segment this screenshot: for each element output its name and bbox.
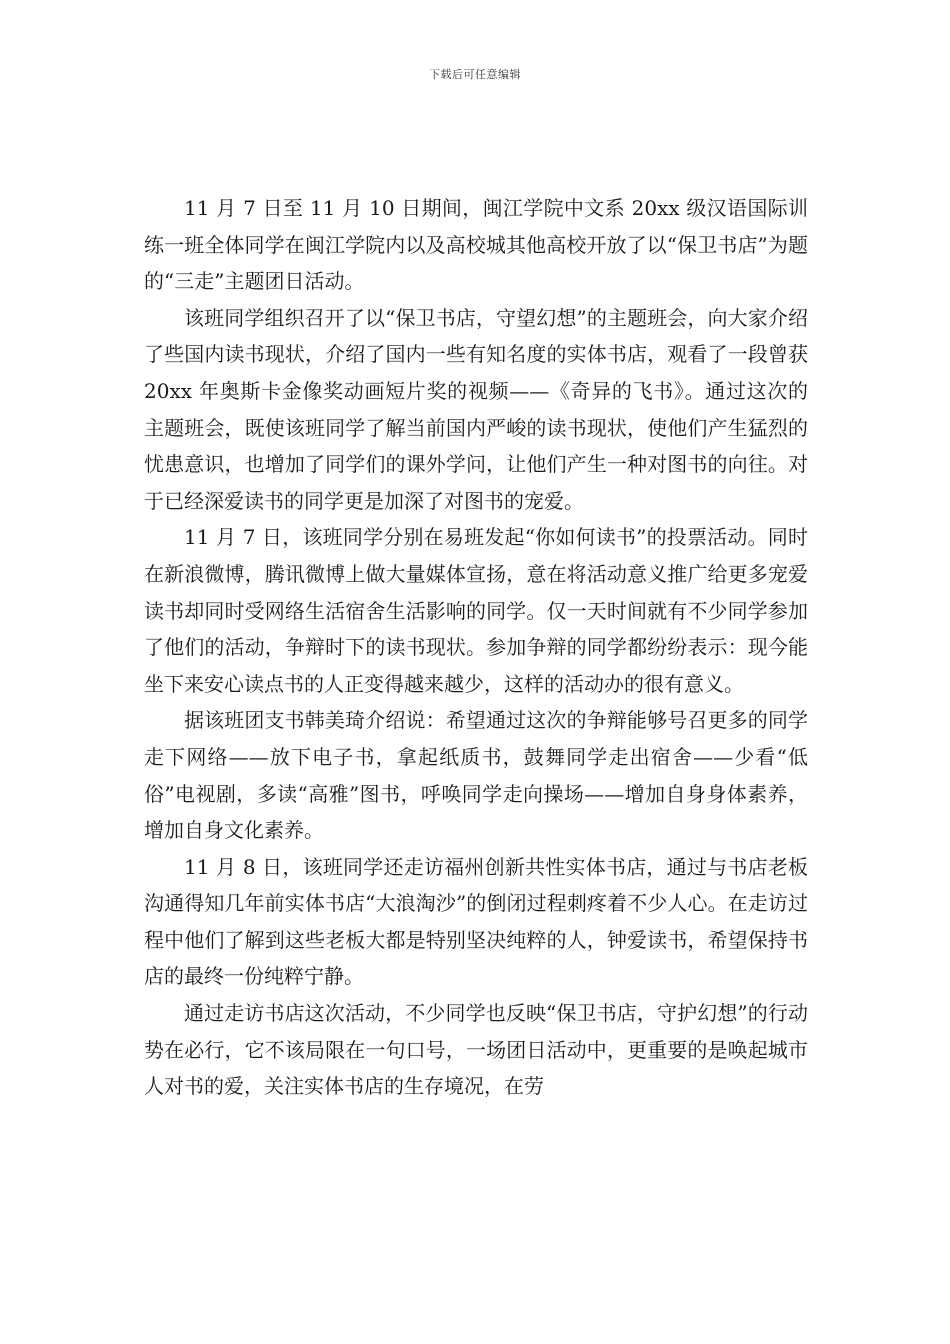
paragraph-5: 11 月 8 日，该班同学还走访福州创新共性实体书店，通过与书店老板沟通得知几年前实体书店“大浪淘沙”的倒闭过程刺疼着不少人心。在走访过程中他们了解到这些老板大都是特别坚决纯粹的人，钟爱读书，希望保持书店的最终一份纯粹宁静。 (144, 854, 808, 989)
paragraph-4: 据该班团支书韩美琦介绍说：希望通过这次的争辩能够号召更多的同学走下网络——放下电子书，拿起纸质书，鼓舞同学走出宿舍——少看“低俗”电视剧，多读“高雅”图书，呼唤同学走向操场——增加自身身体素养，增加自身文化素养。 (144, 708, 808, 843)
paragraph-6: 通过走访书店这次活动，不少同学也反映“保卫书店，守护幻想”的行动势在必行，它不该局限在一句口号，一场团日活动中，更重要的是唤起城市人对书的爱，关注实体书店的生存境况，在劳 (144, 1001, 808, 1099)
paragraph-3: 11 月 7 日，该班同学分别在易班发起“你如何读书”的投票活动。同时在新浪微博，腾讯微博上做大量媒体宣扬，意在将活动意义推广给更多宠爱读书却同时受网络生活宿舍生活影响的同学。仅一天时间就有不少同学参加了他们的活动，争辩时下的读书现状。参加争辩的同学都纷纷表示：现今能坐下来安心读点书的人正变得越来越少，这样的活动办的很有意义。 (144, 525, 808, 696)
paragraph-2: 该班同学组织召开了以“保卫书店，守望幻想”的主题班会，向大家介绍了些国内读书现状，介绍了国内一些有知名度的实体书店，观看了一段曾获 20xx 年奥斯卡金像奖动画短片奖的视频——《奇异的飞书》。通过这次的主题班会，既使该班同学了解当前国内严峻的读书现状，使他们产生猛烈的忧患意识，也增加了同学们的课外学问，让他们产生一种对图书的向往。对于已经深爱读书的同学更是加深了对图书的宠爱。 (144, 305, 808, 513)
document-body (144, 190, 808, 1105)
paragraph-1: 11 月 7 日至 11 月 10 日期间，闽江学院中文系 20xx 级汉语国际训练一班全体同学在闽江学院内以及高校城其他高校开放了以“保卫书店”为题的“三走”主题团日活动。 (144, 196, 808, 294)
page-header-note: 下载后可任意编辑 (429, 68, 521, 81)
